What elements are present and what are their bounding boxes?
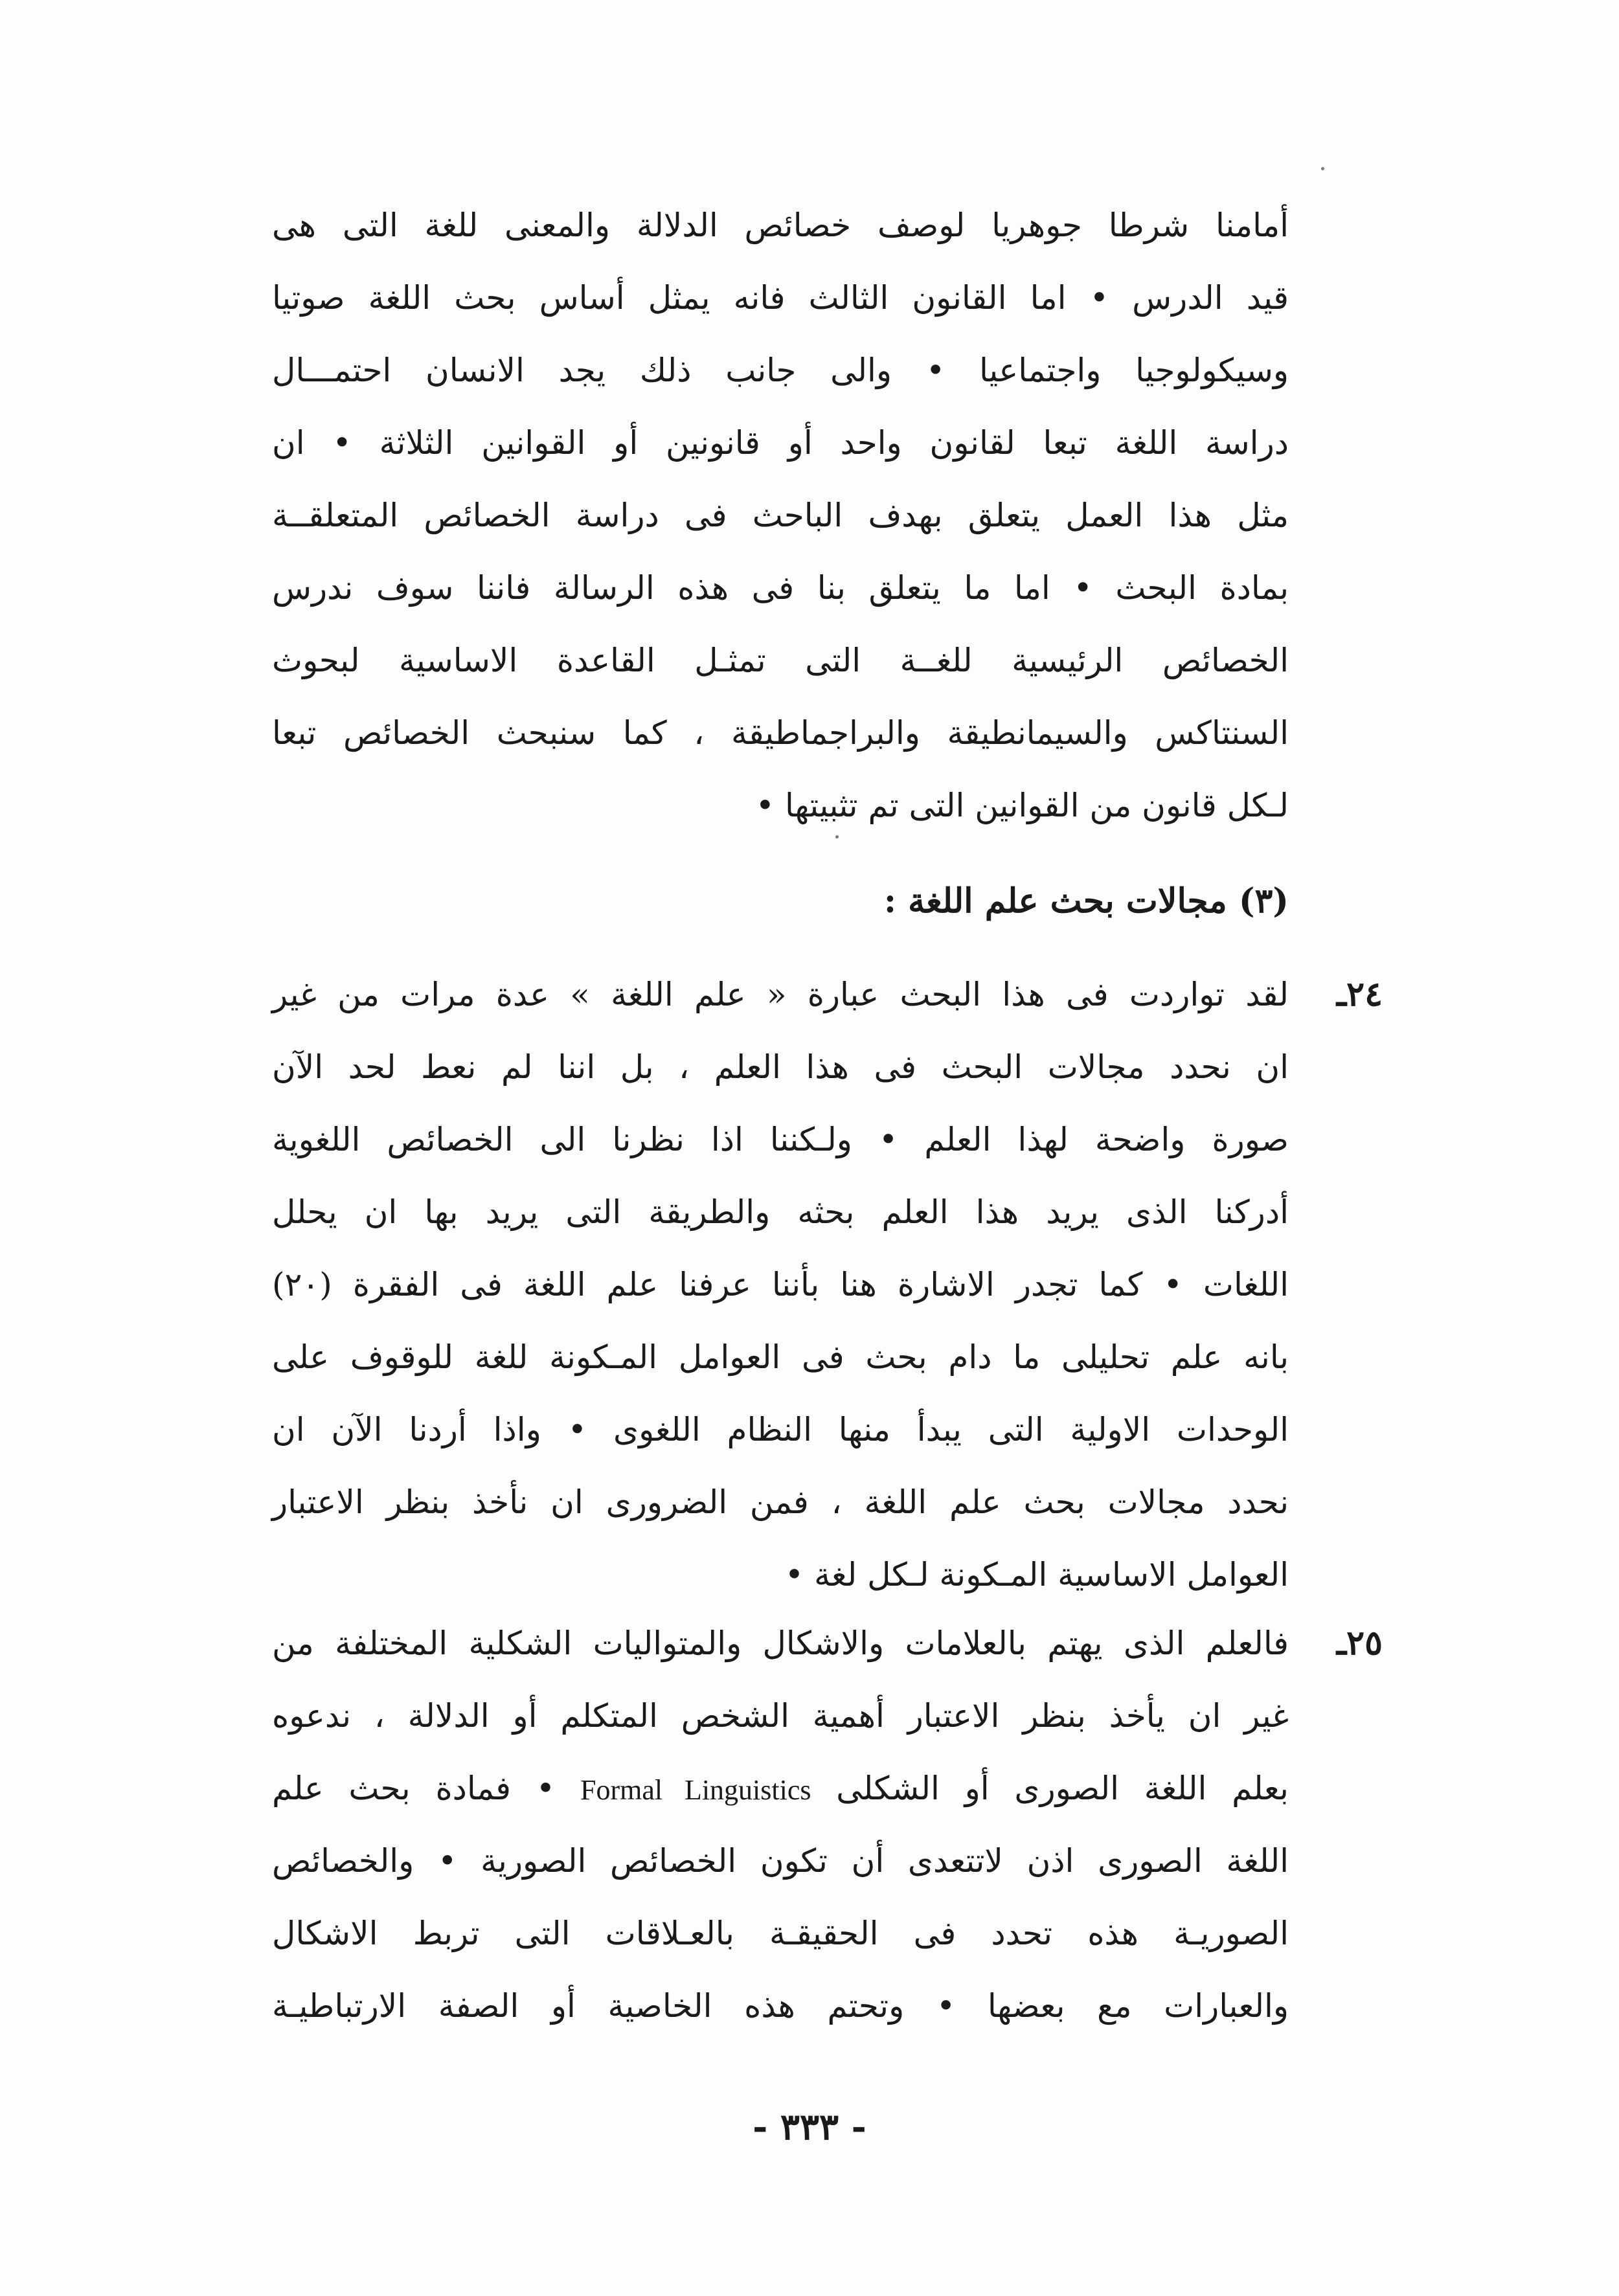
paragraph-25	[272, 1607, 1289, 2042]
paragraph-line: اللغة الصورى اذن لاتتعدى أن تكون الخصائص الصورية • والخصائص	[272, 1842, 1289, 1880]
paragraph-line: دراسة اللغة تبعا لقانون واحد أو قانونين أو القوانين الثلاثة • ان	[272, 424, 1289, 462]
paragraph-line: بانه علم تحليلى ما دام بحث فى العوامل المـكونة للغة للوقوف على	[272, 1338, 1289, 1376]
line-segment: • فمادة بحث علم	[272, 1770, 556, 1807]
paragraph-line: أمامنا شرطا جوهريا لوصف خصائص الدلالة والمعنى للغة التى هى	[272, 207, 1289, 244]
paragraph-number: ٢٤ـ	[1336, 974, 1383, 1014]
paragraph-line: والعبارات مع بعضها • وتحتم هذه الخاصية أو الصفة الارتباطيـة	[272, 1987, 1289, 2025]
paragraph-line: العوامل الاساسية المـكونة لـكل لغة •	[784, 1556, 1289, 1593]
paragraph-line: مثل هذا العمل يتعلق بهدف الباحث فى دراسة الخصائص المتعلقــة	[272, 497, 1289, 534]
paragraph-line: اللغات • كما تجدر الاشارة هنا بأننا عرفنا علم اللغة فى الفقرة (٢٠)	[272, 1266, 1289, 1303]
paragraph-line: لقد تواردت فى هذا البحث عبارة « علم اللغة » عدة مرات من غير	[272, 976, 1289, 1013]
paragraph-line-mixed	[272, 1752, 1289, 1825]
paragraph-line: السنتاكس والسيمانطيقة والبراجماطيقة ، كما سنبحث الخصائص تبعا	[272, 714, 1289, 752]
paragraph-line: أدركنا الذى يريد هذا العلم بحثه والطريقة التى يريد بها ان يحلل	[272, 1193, 1289, 1231]
line-segment: بعلم اللغة الصورى أو الشكلى	[836, 1770, 1289, 1807]
paragraph-number: ٢٥ـ	[1336, 1623, 1383, 1663]
paragraph-line: لـكل قانون من القوانين التى تم تثبيتها •	[755, 787, 1289, 824]
paragraph-line: الصوريـة هذه تحدد فى الحقيقـة بالعـلاقات التى تربط الاشكال	[272, 1915, 1289, 1952]
latin-term: Formal Linguistics	[580, 1774, 811, 1806]
page-number: - ٣٣٣ -	[753, 2106, 866, 2148]
paragraph-line: وسيكولوجيا واجتماعيا • والى جانب ذلك يجد الانسان احتمـــال	[272, 352, 1289, 389]
paragraph-line: قيد الدرس • اما القانون الثالث فانه يمثل أساس بحث اللغة صوتيا	[272, 279, 1289, 317]
paragraph-line: صورة واضحة لهذا العلم • ولـكننا اذا نظرنا الى الخصائص اللغوية	[272, 1121, 1289, 1158]
paragraph-line: ان نحدد مجالات البحث فى هذا العلم ، بل اننا لم نعط لحد الآن	[272, 1048, 1289, 1086]
section-heading: (٣) مجالات بحث علم اللغة :	[883, 881, 1289, 921]
paragraph-line: نحدد مجالات بحث علم اللغة ، فمن الضرورى ان نأخذ بنظر الاعتبار	[272, 1483, 1289, 1521]
paragraph-line: بمادة البحث • اما ما يتعلق بنا فى هذه الرسالة فاننا سوف ندرس	[272, 569, 1289, 607]
paragraph-line: فالعلم الذى يهتم بالعلامات والاشكال والمتواليات الشكلية المختلفة من	[272, 1625, 1289, 1662]
paragraph-line: الوحدات الاولية التى يبدأ منها النظام اللغوى • واذا أردنا الآن ان	[272, 1411, 1289, 1448]
paragraph-24	[272, 958, 1289, 1611]
paragraph-line: الخصائص الرئيسية للغــة التى تمثـل القاعدة الاساسية لبحوث	[272, 642, 1289, 679]
scan-speck	[1321, 167, 1324, 170]
paragraph-line: غير ان يأخذ بنظر الاعتبار أهمية الشخص المتكلم أو الدلالة ، ندعوه	[272, 1697, 1289, 1735]
intro-paragraph	[272, 189, 1289, 842]
